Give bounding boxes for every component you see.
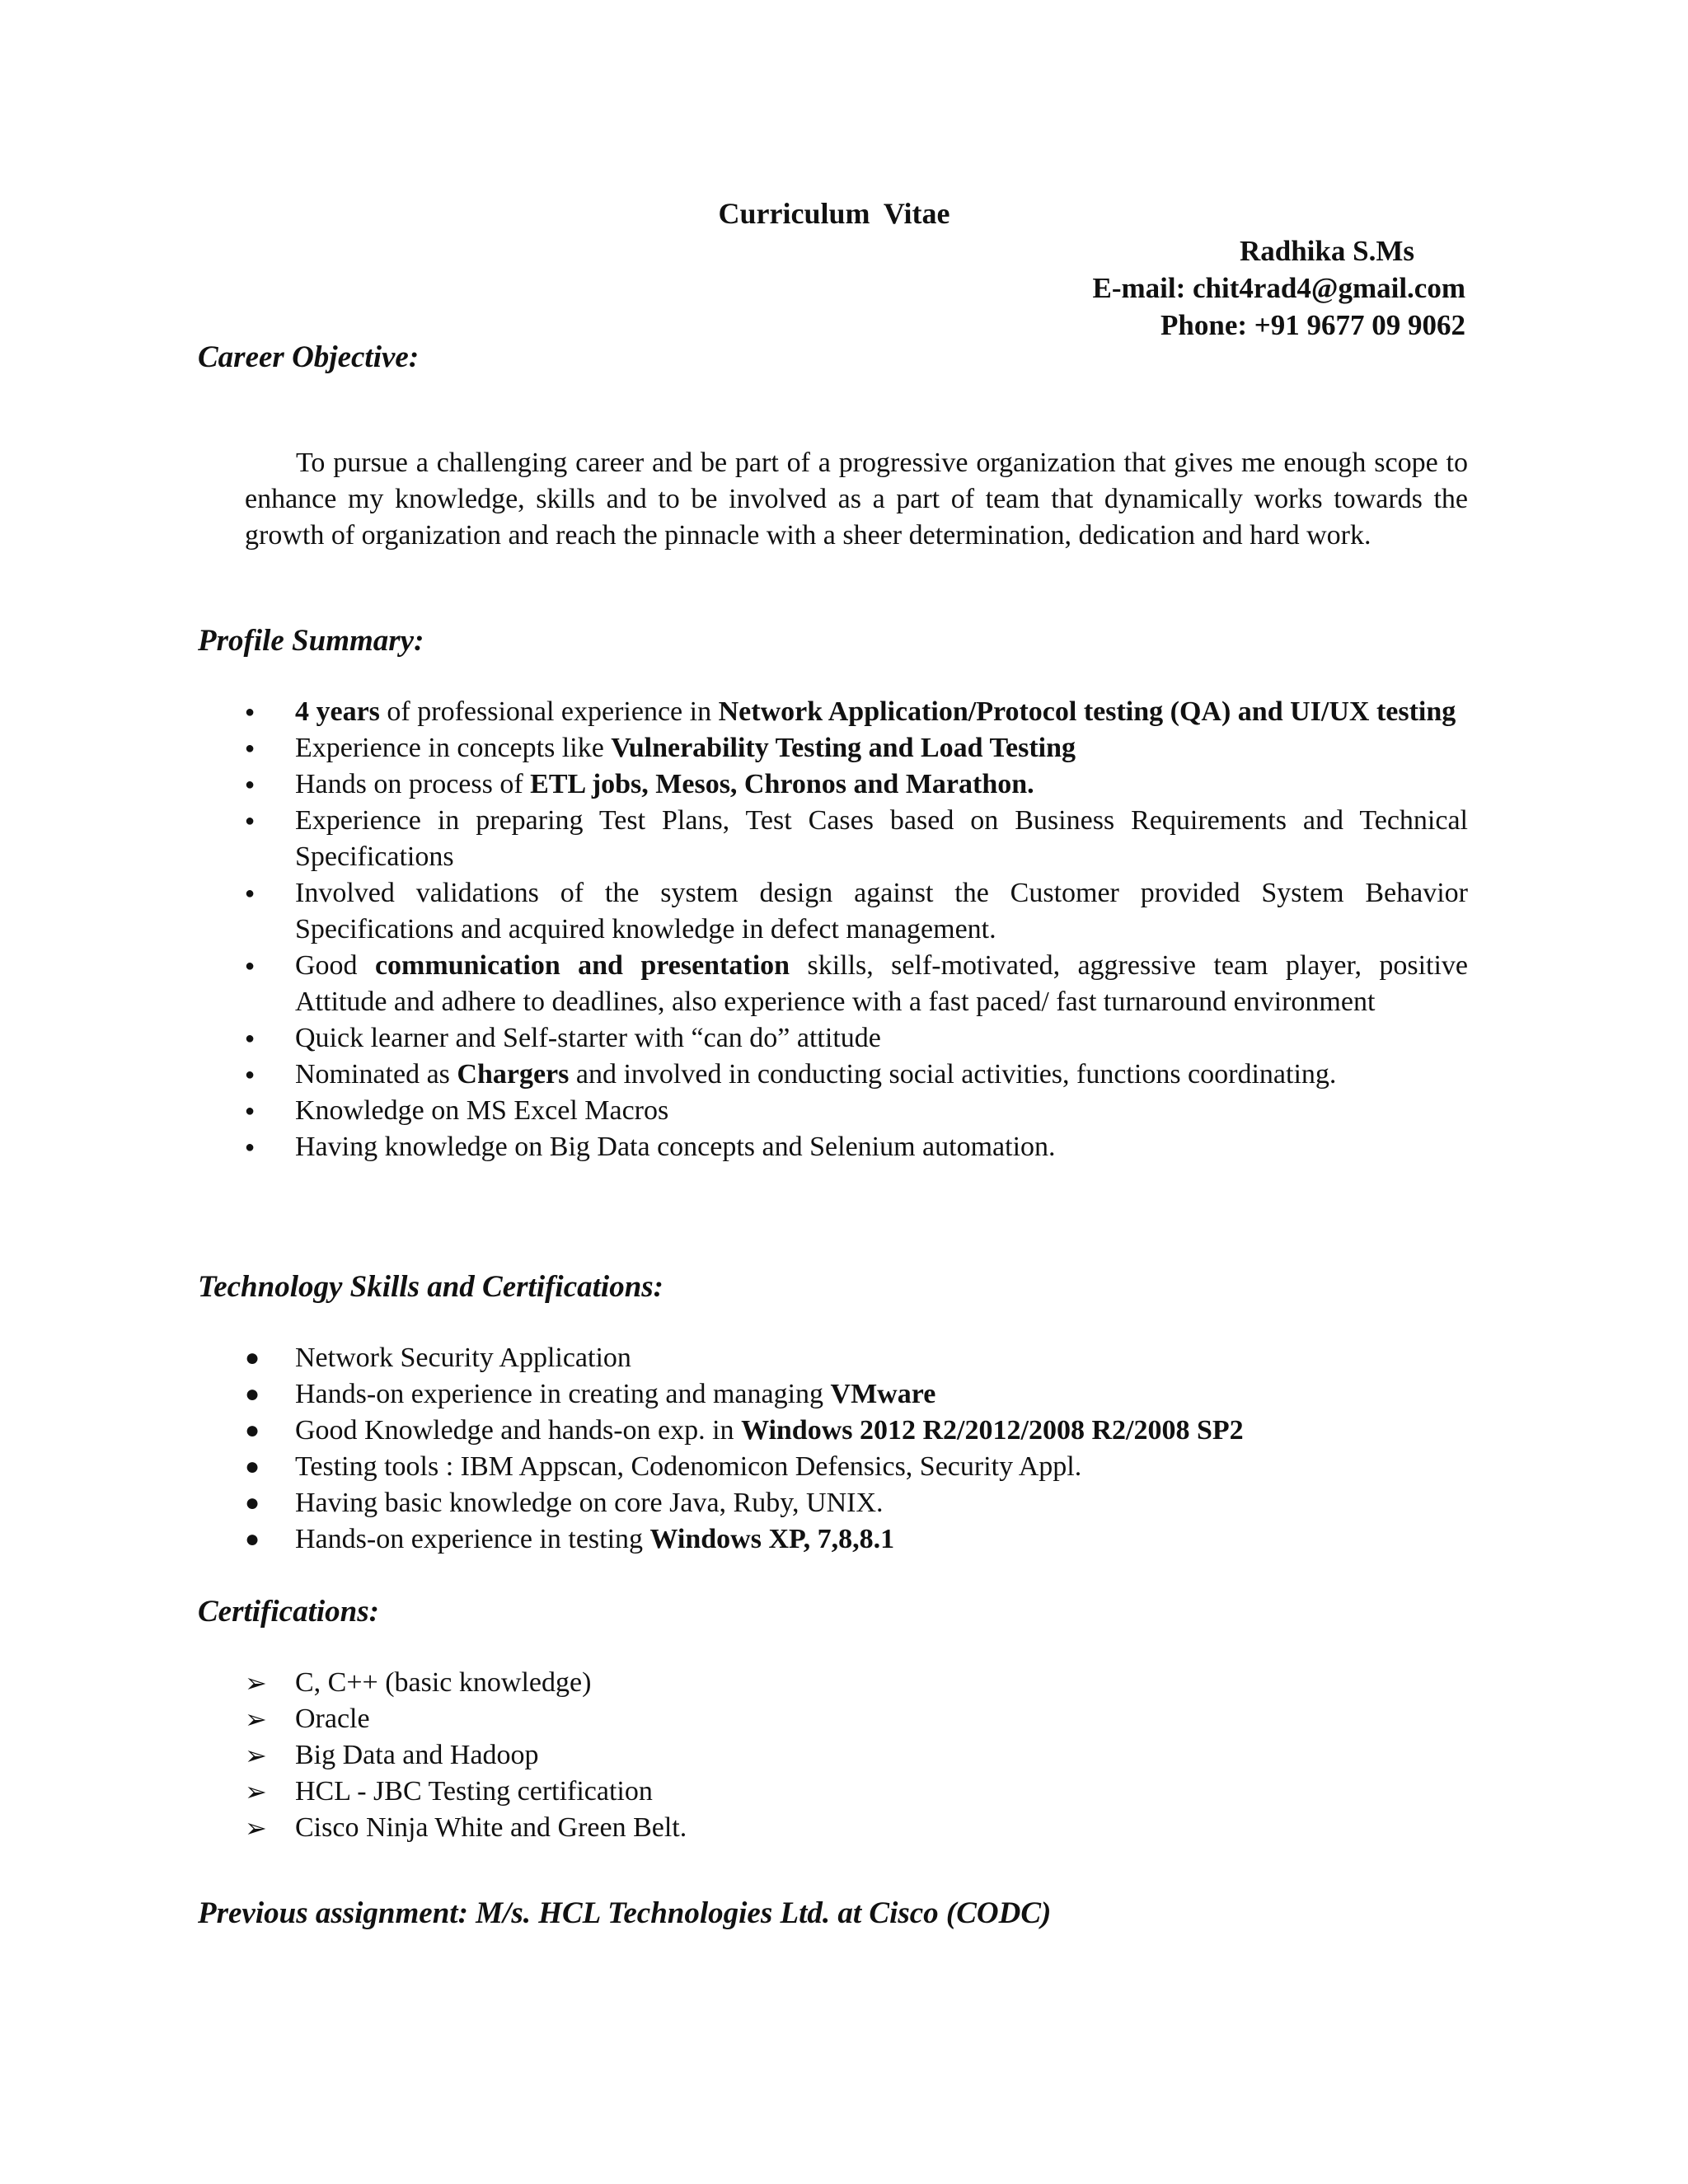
bullet-icon: ●: [245, 1066, 256, 1084]
profile-summary-list: [245, 694, 1468, 1165]
arrow-bullet-icon: ➢: [245, 1668, 267, 1698]
list-item: ● Having knowledge on Big Data concepts and Selenium automation.: [245, 1129, 1468, 1165]
certifications-heading: Certifications:: [198, 1595, 379, 1629]
list-item: ➢ HCL - JBC Testing certification: [245, 1774, 1468, 1810]
bullet-icon: ●: [245, 1102, 256, 1120]
technology-skills-heading: Technology Skills and Certifications:: [198, 1270, 663, 1304]
contact-block: [1093, 232, 1466, 344]
list-item: ● Network Security Application: [245, 1340, 1468, 1376]
career-objective-text: To pursue a challenging career and be part of a progressive organization that gives me enough scope to enhance my knowledge, skills and to be involved as a part of team that dynamically works towards the growth of organization and reach the pinnacle with a sheer determination, dedication and hard work.: [245, 448, 1468, 551]
arrow-bullet-icon: ➢: [245, 1741, 267, 1770]
list-item: ● Knowledge on MS Excel Macros: [245, 1093, 1468, 1129]
list-item: ➢ Oracle: [245, 1701, 1468, 1737]
bullet-icon: ●: [245, 1138, 256, 1156]
list-item: ● Having basic knowledge on core Java, Ruby, UNIX.: [245, 1485, 1468, 1521]
list-item: ● 4 years of professional experience in Network Application/Protocol testing (QA) and UI/UX testing: [245, 694, 1468, 730]
list-item: ● Hands on process of ETL jobs, Mesos, Chronos and Marathon.: [245, 766, 1468, 803]
list-item: ➢ Big Data and Hadoop: [245, 1737, 1468, 1774]
profile-summary-heading: Profile Summary:: [198, 624, 424, 658]
email-line: E-mail: chit4rad4@gmail.com: [1092, 272, 1465, 304]
document-title: Curriculum Vitae: [718, 197, 950, 230]
list-item: ● Quick learner and Self-starter with “can do” attitude: [245, 1020, 1468, 1057]
arrow-bullet-icon: ➢: [245, 1704, 267, 1734]
bullet-icon: ●: [245, 776, 256, 794]
list-item: ● Good communication and presentation skills, self-motivated, aggressive team player, positive Attitude and adhere to deadlines, also experience with a fast paced/ fast turnaround environment: [245, 948, 1468, 1020]
bullet-icon: ●: [245, 1344, 260, 1371]
candidate-name: Radhika S.Ms: [1239, 235, 1414, 267]
bullet-icon: ●: [245, 703, 256, 721]
bullet-icon: ●: [245, 957, 256, 975]
list-item: ● Involved validations of the system design against the Customer provided System Behavior Specifications and acquired knowledge in defect management.: [245, 875, 1468, 948]
list-item: ● Hands-on experience in creating and managing VMware: [245, 1376, 1468, 1413]
arrow-bullet-icon: ➢: [245, 1813, 267, 1843]
career-objective-heading: Career Objective:: [198, 340, 420, 374]
technology-skills-list: [245, 1340, 1468, 1558]
list-item: ● Testing tools : IBM Appscan, Codenomicon Defensics, Security Appl.: [245, 1449, 1468, 1485]
previous-assignment-heading: Previous assignment: M/s. HCL Technologies Ltd. at Cisco (CODC): [198, 1896, 1052, 1930]
bullet-icon: ●: [245, 884, 256, 902]
bullet-icon: ●: [245, 739, 256, 757]
list-item: ➢ Cisco Ninja White and Green Belt.: [245, 1810, 1468, 1846]
list-item: ● Experience in concepts like Vulnerability Testing and Load Testing: [245, 730, 1468, 766]
bullet-icon: ●: [245, 1489, 260, 1516]
list-item: ● Experience in preparing Test Plans, Test Cases based on Business Requirements and Technical Specifications: [245, 803, 1468, 875]
bullet-icon: ●: [245, 812, 256, 830]
bullet-icon: ●: [245, 1417, 260, 1444]
list-item: ● Good Knowledge and hands-on exp. in Windows 2012 R2/2012/2008 R2/2008 SP2: [245, 1413, 1468, 1449]
list-item: ● Hands-on experience in testing Windows XP, 7,8,8.1: [245, 1521, 1468, 1558]
bullet-icon: ●: [245, 1029, 256, 1047]
arrow-bullet-icon: ➢: [245, 1777, 267, 1807]
bullet-icon: ●: [245, 1453, 260, 1480]
bullet-icon: ●: [245, 1526, 260, 1553]
list-item: ● Nominated as Chargers and involved in conducting social activities, functions coordinating.: [245, 1057, 1468, 1093]
bullet-icon: ●: [245, 1380, 260, 1408]
list-item: ➢ C, C++ (basic knowledge): [245, 1665, 1468, 1701]
certifications-list: [245, 1665, 1468, 1846]
phone-line: Phone: +91 9677 09 9062: [1160, 309, 1465, 341]
